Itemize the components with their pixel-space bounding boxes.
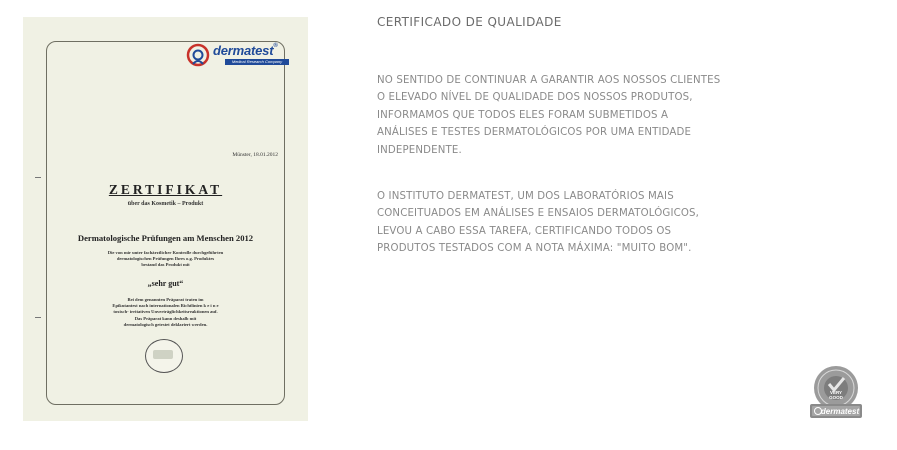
margin-mark xyxy=(35,317,41,318)
intro-paragraph: NO SENTIDO DE CONTINUAR A GARANTIR AOS NOSSOS CLIENTES O ELEVADO NÍVEL DE QUALIDADE DOS NOSSOS PRODUTOS, INFORMAMOS QUE TODOS ELES FORAM SUBMETIDOS A ANÁLISES E TESTES DERMATOLÓGICOS POR UMA ENTIDADE INDEPENDENTE. xyxy=(377,75,721,156)
margin-mark xyxy=(35,177,41,178)
certificate-title: ZERTIFIKAT xyxy=(108,182,223,197)
page-title: CERTIFICADO DE QUALIDADE xyxy=(377,15,562,29)
logo-trademark: ® xyxy=(273,43,278,49)
badge-logo-text: dermatest xyxy=(820,407,860,416)
dermatest-badge-icon xyxy=(808,364,864,422)
certificate-heading: Dermatologische Prüfungen am Menschen 2012 xyxy=(77,233,254,243)
certificate-seal-icon xyxy=(145,339,183,373)
dermatest-logo xyxy=(185,43,295,75)
certificate-body-2: Bei dem genannten Präparat traten im Epikutantest nach internationalen Richtlinien k e i n e toxisch- irritativen Unverträglichkeitsreaktionen auf. Das Präparat kann deshalb mit dermatologisch getestet deklariert werden. xyxy=(112,297,219,327)
certificate-body: Die von mir unter fachärztlicher Kontrolle durchgeführten dermatologischen Prüfungen Ihres o.g. Produktes bestand das Produkt mit xyxy=(107,250,224,267)
dermatest-logo-icon xyxy=(185,43,211,67)
badge-line-1: VERY xyxy=(829,390,843,395)
logo-subtitle: Medical Research Company xyxy=(225,59,289,65)
certificate-image xyxy=(23,17,308,421)
certificate-date: Münster, 18.01.2012 xyxy=(232,152,278,158)
certificate-grade: „sehr gut“ xyxy=(147,279,184,288)
certificate-subtitle: über das Kosmetik – Produkt xyxy=(127,201,204,207)
logo-wordmark: dermatest xyxy=(213,43,274,58)
badge-line-2: GOOD xyxy=(829,395,843,400)
dermatest-paragraph: O INSTITUTO DERMATEST, UM DOS LABORATÓRIOS MAIS CONCEITUADOS EM ANÁLISES E ENSAIOS DERMATOLÓGICOS, LEVOU A CABO ESSA TAREFA, CERTIFICANDO TODOS OS PRODUTOS TESTADOS COM A NOTA MÁXIMA: "MUITO BOM". xyxy=(377,191,700,255)
